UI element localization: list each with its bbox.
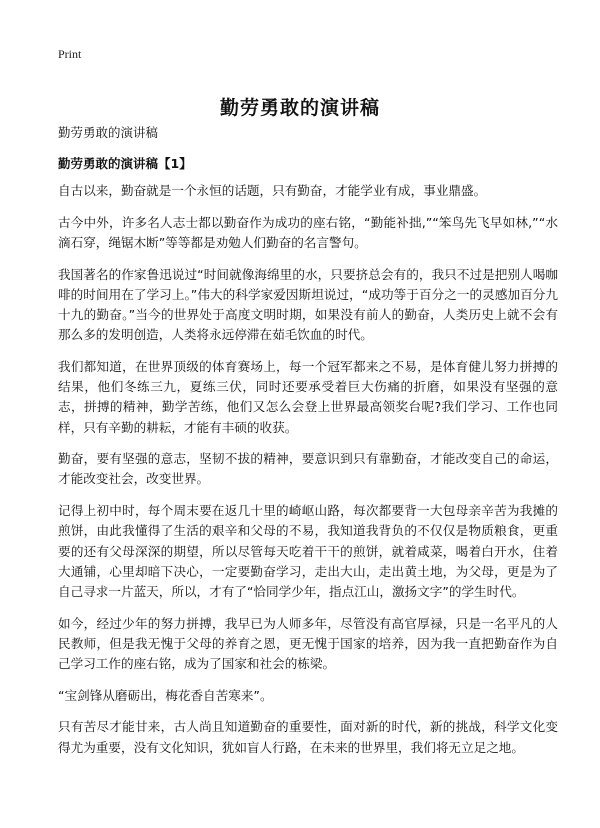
page-title: 勤劳勇敢的演讲稿: [219, 96, 380, 119]
paragraph: 如今，经过少年的努力拼搏，我早已为人师多年，尽管没有高官厚禄，只是一名平凡的人民教师，但是我无愧于父母的养育之恩，更无愧于国家的培养，因为我一直把勤奋作为自己学习工作的座右铭，成为了国家和社会的栋梁。: [58, 615, 558, 672]
paragraph: 我国著名的作家鲁迅说过“时间就像海绵里的水，只要挤总会有的，我只不过是把别人喝咖啡的时间用在了学习上。”伟大的科学家爱因斯坦说过，“成功等于百分之一的灵感加百分九十九的勤奋。”当今的世界处于高度文明时期，如果没有前人的勤奋，人类历史上就不会有那么多的发明创造，人类将永远停滞在茹毛饮血的时代。: [58, 266, 558, 343]
document-body: [58, 181, 558, 769]
section-heading: 勤劳勇敢的演讲稿【1】: [58, 156, 192, 171]
document-subtitle: 勤劳勇敢的演讲稿: [58, 125, 159, 140]
paragraph: 我们都知道，在世界顶级的体育赛场上，每一个冠军都来之不易，是体育健儿努力拼搏的结果，他们冬练三九，夏练三伏，同时还要承受着巨大伤痛的折磨，如果没有坚强的意志，拼搏的精神，勤学苦练，他们又怎么会登上世界最高领奖台呢?我们学习、工作也同样，只有辛勤的耕耘，才能有丰硕的收获。: [58, 358, 558, 435]
paragraph: 自古以来，勤奋就是一个永恒的话题，只有勤奋，才能学业有成，事业鼎盛。: [58, 183, 487, 198]
paragraph: 记得上初中时，每个周末要在返几十里的崎岖山路，每次都要背一大包母亲辛苦为我摊的煎饼，由此我懂得了生活的艰辛和父母的不易，我知道我背负的不仅仅是物质粮食，更重要的还有父母深深的期望，所以尽管每天吃着干干的煎饼，就着咸菜，喝着白开水，住着大通铺，心里却暗下决心，一定要勤奋学习，走出大山，走出黄土地，为父母，更是为了自己寻求一片蓝天，所以，才有了“恰同学少年，指点江山，激扬文字”的学生时代。: [58, 503, 558, 599]
paragraph: 只有苦尽才能甘来，古人尚且知道勤奋的重要性，面对新的时代，新的挑战，科学文化变得尤为重要，没有文化知识，犹如盲人行路，在未来的世界里，我们将无立足之地。: [58, 719, 558, 755]
paragraph: “宝剑锋从磨砺出，梅花香自苦寒来”。: [58, 687, 273, 703]
paragraph: 勤奋，要有坚强的意志，坚韧不拔的精神，要意识到只有靠勤奋，才能改变自己的命运，才能改变社会，改变世界。: [58, 451, 558, 487]
print-link[interactable]: Print: [58, 47, 82, 61]
paragraph: 古今中外，许多名人志士都以勤奋作为成功的座右铭，“勤能补拙,”“笨鸟先飞早如林,”“水滴石穿，绳锯木断”等等都是劝勉人们勤奋的名言警句。: [58, 214, 558, 250]
